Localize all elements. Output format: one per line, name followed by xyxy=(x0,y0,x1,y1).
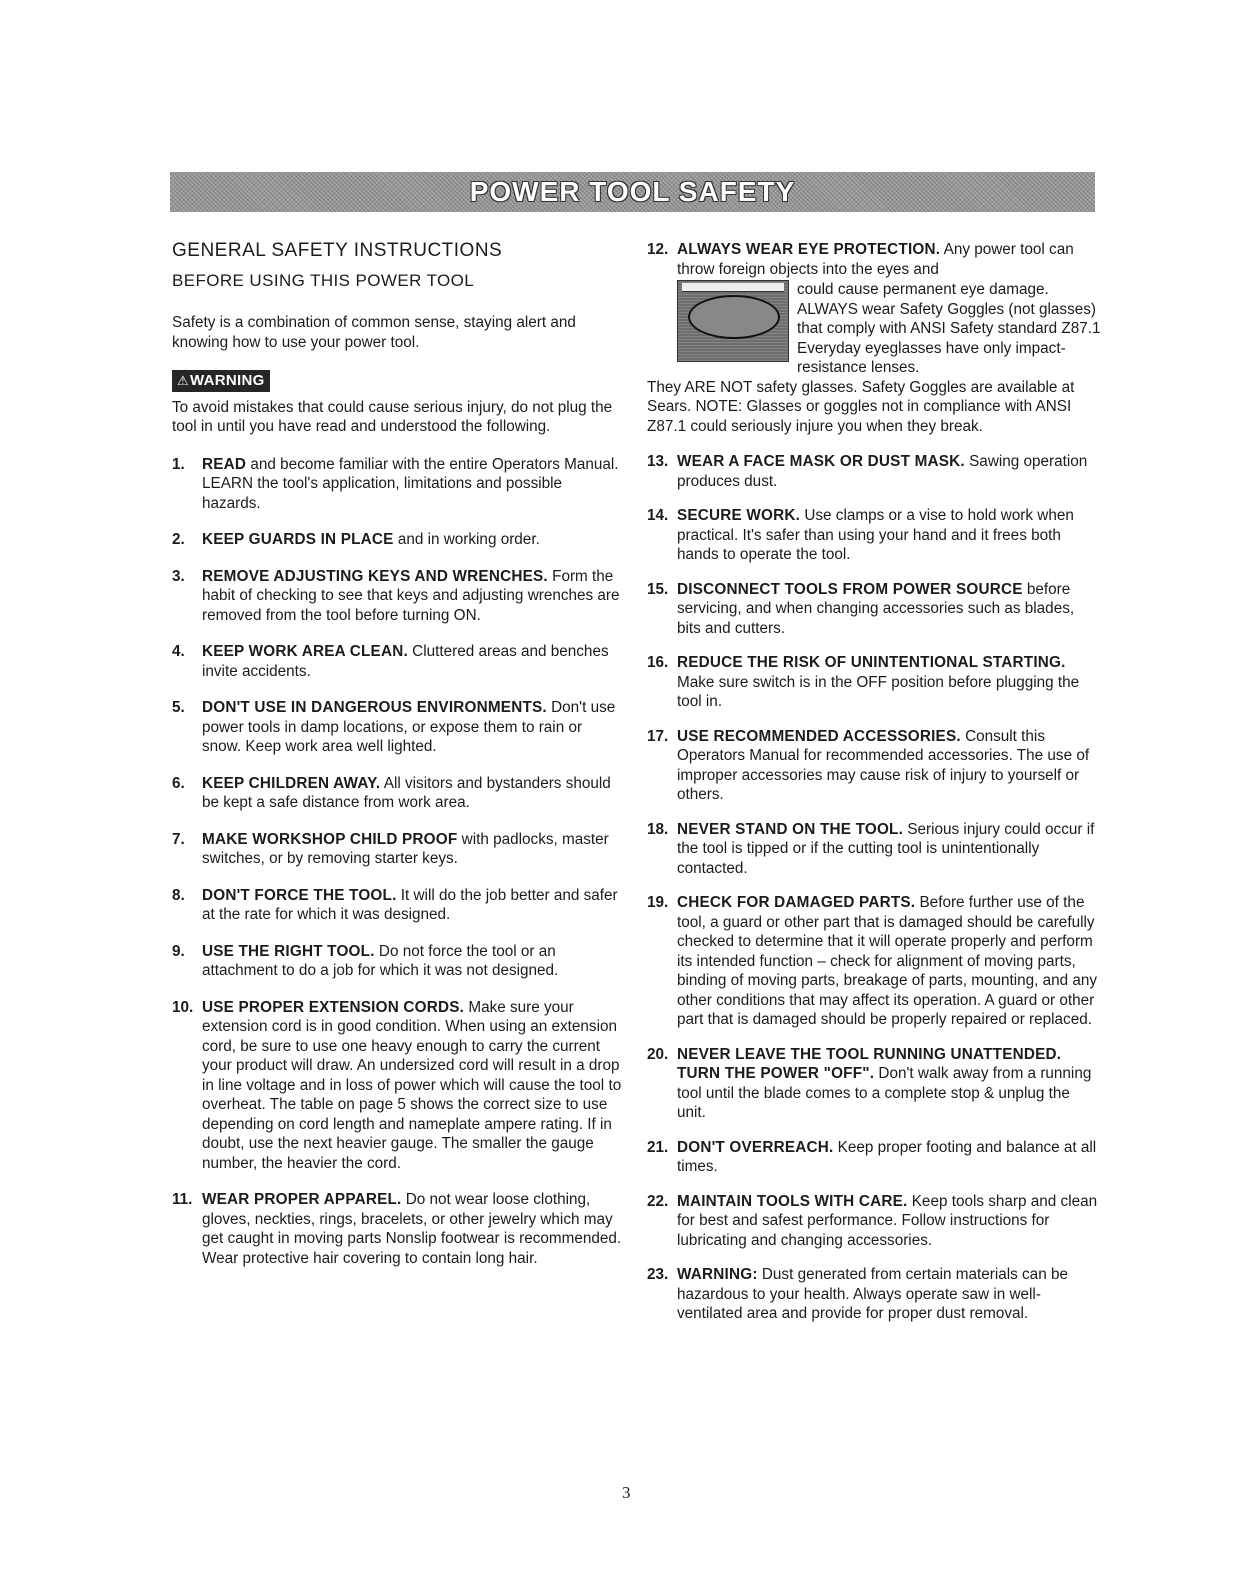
item-lead: WARNING: xyxy=(677,1266,758,1283)
item-number: 8. xyxy=(172,886,185,904)
item-number: 13. xyxy=(647,453,669,470)
item-text: Serious injury could occur if the tool is tipped or if the cutting tool is unintentionally contacted. xyxy=(677,820,1095,877)
item-number: 20. xyxy=(647,1045,669,1063)
item-text: Don't use power tools in damp locations, or expose them to rain or snow. Keep work area well lighted. xyxy=(202,699,616,755)
item-number: 6. xyxy=(172,774,185,792)
item-lead: KEEP CHILDREN AWAY. xyxy=(202,774,381,792)
left-column xyxy=(172,240,622,1285)
item-text: Dust generated from certain materials can be hazardous to your health. Always operate saw in well-ventilated area and provide for proper dust removal. xyxy=(677,1266,1068,1322)
page-number: 3 xyxy=(622,1483,631,1502)
item-number: 2. xyxy=(172,531,185,548)
item-number: 14. xyxy=(647,507,669,524)
list-item xyxy=(172,530,622,550)
item-lead: DON'T FORCE THE TOOL. xyxy=(202,886,397,904)
item-lead: NEVER STAND ON THE TOOL. xyxy=(677,820,904,838)
item-text: Make sure your extension cord is in good condition. When using an extension cord, be sure to use one heavy enough to carry the current your product will draw. An undersized cord will result in a drop in line voltage and in loss of power which will cause the tool to overheat. The table on page 5 shows the correct size to use depending on cord length and nameplate ampere rating. If in doubt, use the next heavier gauge. The smaller the gauge number, the heavier the cord. xyxy=(202,998,622,1172)
list-item xyxy=(647,820,1102,879)
item-lead: WEAR A FACE MASK OR DUST MASK. xyxy=(677,453,965,470)
eye-safety-logo-icon xyxy=(677,280,789,362)
list-item xyxy=(647,1192,1102,1251)
item-text: Before further use of the tool, a guard or other part that is damaged should be carefully checked to determine that it will operate properly and perform its intended function – check for alignment of moving parts, binding of moving parts, breakage of parts, mounting, and any other conditions that may affect its operation. A guard or other part that is damaged should be properly repaired or replaced. xyxy=(677,894,1098,1028)
item-text: Don't walk away from a running tool until the blade comes to a complete stop & unplug the unit. xyxy=(677,1065,1092,1121)
item-number: 19. xyxy=(647,894,669,911)
item-text: Any power tool can throw foreign objects into the eyes and xyxy=(677,241,1074,278)
item-text: and in working order. xyxy=(397,531,540,548)
list-item xyxy=(172,886,622,925)
item-text: Keep proper footing and balance at all times. xyxy=(677,1138,1097,1175)
warning-triangle-icon: ⚠ xyxy=(177,373,189,388)
item-text: before servicing, and when changing accessories such as blades, bits and cutters. xyxy=(677,580,1075,637)
list-item xyxy=(172,567,622,626)
warning-badge xyxy=(172,370,270,392)
item-number: 11. xyxy=(172,1191,193,1208)
item-lead: CHECK FOR DAMAGED PARTS. xyxy=(677,894,916,911)
list-item xyxy=(647,1138,1102,1177)
item-lead: DISCONNECT TOOLS FROM POWER SOURCE xyxy=(677,580,1023,598)
item-number: 9. xyxy=(172,942,185,960)
list-item xyxy=(647,240,1102,436)
item-text: Keep tools sharp and clean for best and safest performance. Follow instructions for lubricating and changing accessories. xyxy=(677,1192,1098,1249)
item-text: Cluttered areas and benches invite accidents. xyxy=(202,643,609,680)
item-lead: USE PROPER EXTENSION CORDS. xyxy=(202,998,465,1016)
section-heading: GENERAL SAFETY INSTRUCTIONS xyxy=(172,240,503,261)
item-lead: DON'T OVERREACH. xyxy=(677,1138,834,1156)
item-number: 1. xyxy=(172,455,185,473)
item-lead: WEAR PROPER APPAREL. xyxy=(202,1191,402,1208)
item-lead: MAKE WORKSHOP CHILD PROOF xyxy=(202,830,458,848)
item-text: could cause permanent eye damage. ALWAYS wear Safety Goggles (not glasses) that comply with ANSI Safety standard Z87.1 Everyday eyeglasses have only impact-resistance lenses. xyxy=(797,281,1101,376)
list-item xyxy=(172,830,622,869)
item-text: Do not force the tool or an attachment to do a job for which it was not designed. xyxy=(202,942,559,979)
list-item xyxy=(172,1190,622,1268)
item-lead: MAINTAIN TOOLS WITH CARE. xyxy=(677,1192,908,1210)
section-subheading: BEFORE USING THIS POWER TOOL xyxy=(172,271,475,290)
item-lead: ALWAYS WEAR EYE PROTECTION. xyxy=(677,241,941,258)
list-item xyxy=(172,998,622,1174)
item-text: Do not wear loose clothing, gloves, neckties, rings, bracelets, or other jewelry which may get caught in moving parts Nonslip footwear is recommended. Wear protective hair covering to contain long hair. xyxy=(202,1191,622,1267)
item-number: 4. xyxy=(172,643,185,660)
item-text: Form the habit of checking to see that keys and adjusting wrenches are removed from the tool before turning ON. xyxy=(202,567,620,624)
list-item xyxy=(647,452,1102,491)
list-item xyxy=(647,1265,1102,1324)
item-text: It will do the job better and safer at the rate for which it was designed. xyxy=(202,886,618,923)
list-item xyxy=(172,942,622,981)
item-number: 23. xyxy=(647,1266,669,1283)
warning-paragraph: To avoid mistakes that could cause serious injury, do not plug the tool in until you have read and understood the following. xyxy=(172,398,613,435)
item-lead: READ xyxy=(202,455,247,473)
item-number: 7. xyxy=(172,830,185,848)
item-text: Make sure switch is in the OFF position before plugging the tool in. xyxy=(677,673,1080,710)
item-lead: NEVER LEAVE THE TOOL RUNNING UNATTENDED. TURN THE POWER "OFF". xyxy=(677,1045,1062,1082)
intro-paragraph: Safety is a combination of common sense, staying alert and knowing how to use your power tool. xyxy=(172,314,576,351)
item-text: Sawing operation produces dust. xyxy=(677,453,1088,490)
list-item xyxy=(172,774,622,813)
item-text: with padlocks, master switches, or by removing starter keys. xyxy=(202,830,609,867)
list-item xyxy=(647,893,1102,1030)
section-banner xyxy=(170,172,1095,212)
item-number: 18. xyxy=(647,820,669,838)
item-number: 22. xyxy=(647,1192,669,1210)
item-lead: DON'T USE IN DANGEROUS ENVIRONMENTS. xyxy=(202,699,547,716)
list-item xyxy=(172,698,622,757)
item-text: They ARE NOT safety glasses. Safety Goggles are available at Sears. NOTE: Glasses or goggles not in compliance with ANSI Z87.1 could seriously injure you when they break. xyxy=(647,378,1075,435)
item-lead: REDUCE THE RISK OF UNINTENTIONAL STARTING. xyxy=(677,654,1066,671)
item-lead: USE RECOMMENDED ACCESSORIES. xyxy=(677,727,961,745)
item-lead: KEEP GUARDS IN PLACE xyxy=(202,531,394,548)
item-text: and become familiar with the entire Operators Manual. LEARN the tool's application, limitations and possible hazards. xyxy=(202,455,619,512)
warning-label: WARNING xyxy=(189,372,265,389)
item-number: 5. xyxy=(172,699,185,716)
item-number: 15. xyxy=(647,580,669,598)
item-number: 16. xyxy=(647,654,669,671)
item-text: Use clamps or a vise to hold work when practical. It's safer than using your hand and it frees both hands to operate the tool. xyxy=(677,507,1074,563)
list-item xyxy=(172,642,622,681)
item-number: 10. xyxy=(172,998,194,1016)
item-lead: USE THE RIGHT TOOL. xyxy=(202,942,375,960)
item-number: 21. xyxy=(647,1138,669,1156)
list-item xyxy=(647,580,1102,639)
item-text: Consult this Operators Manual for recommended accessories. The use of improper accessories may cause risk of injury to yourself or others. xyxy=(677,727,1090,803)
right-column xyxy=(647,240,1102,1339)
item-lead: SECURE WORK. xyxy=(677,507,801,524)
list-item xyxy=(647,506,1102,565)
list-item xyxy=(172,455,622,514)
item-number: 17. xyxy=(647,727,669,745)
item-lead: KEEP WORK AREA CLEAN. xyxy=(202,643,408,660)
banner-title: POWER TOOL SAFETY xyxy=(469,176,796,207)
list-item xyxy=(647,727,1102,805)
item-number: 3. xyxy=(172,567,185,585)
list-item xyxy=(647,1045,1102,1123)
item-text: All visitors and bystanders should be kept a safe distance from work area. xyxy=(202,774,611,811)
list-item xyxy=(647,653,1102,712)
item-lead: REMOVE ADJUSTING KEYS AND WRENCHES. xyxy=(202,567,548,585)
item-number: 12. xyxy=(647,241,669,258)
